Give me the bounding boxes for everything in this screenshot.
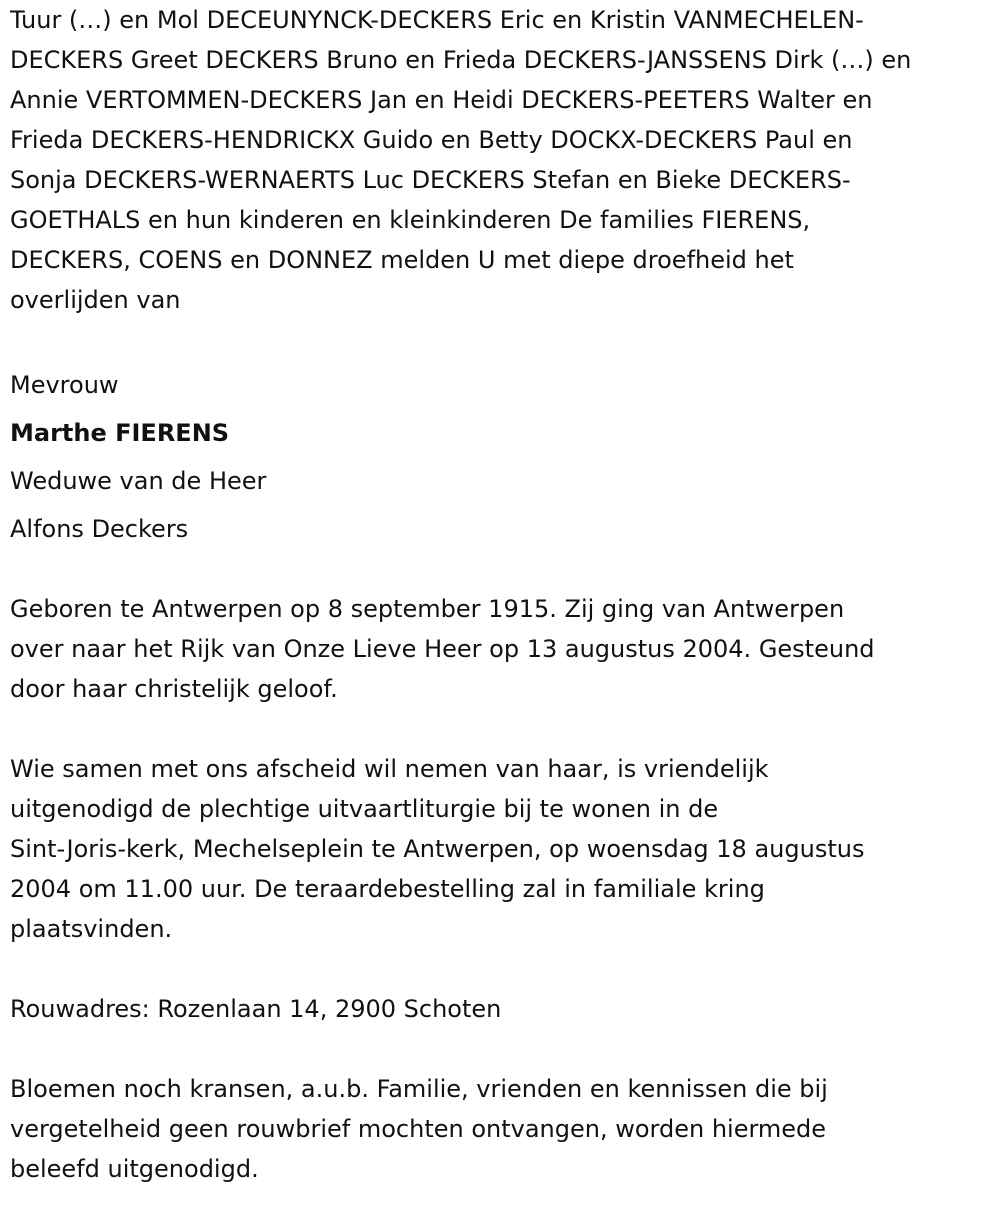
text-line: vergetelheid geen rouwbrief mochten ontvangen, worden hiermede [10, 1115, 827, 1143]
address-paragraph [10, 989, 990, 1029]
text-line: Tuur (…) en Mol DECEUNYNCK-DECKERS Eric en Kristin VANMECHELEN- [10, 6, 864, 34]
text-line: plaatsvinden. [10, 915, 173, 943]
text-line: GOETHALS en hun kinderen en kleinkinderen De families FIERENS, [10, 206, 811, 234]
text-line: Geboren te Antwerpen op 8 september 1915. Zij ging van Antwerpen [10, 595, 845, 623]
text-line: Wie samen met ons afscheid wil nemen van haar, is vriendelijk [10, 755, 769, 783]
text-line: Sonja DECKERS-WERNAERTS Luc DECKERS Stefan en Bieke DECKERS- [10, 166, 851, 194]
text-line: uitgenodigd de plechtige uitvaartliturgie bij te wonen in de [10, 795, 719, 823]
deceased-title: Mevrouw [10, 371, 119, 399]
text-line: Sint-Joris-kerk, Mechelseplein te Antwerpen, op woensdag 18 augustus [10, 835, 865, 863]
closing-paragraph [10, 1069, 990, 1189]
text-line: over naar het Rijk van Onze Lieve Heer op 13 augustus 2004. Gesteund [10, 635, 875, 663]
born-paragraph [10, 589, 990, 709]
intro-paragraph [10, 0, 990, 320]
deceased-block [10, 361, 990, 553]
text-line: Annie VERTOMMEN-DECKERS Jan en Heidi DECKERS-PEETERS Walter en [10, 86, 873, 114]
text-line: 2004 om 11.00 uur. De teraardebestelling zal in familiale kring [10, 875, 765, 903]
deceased-name: Marthe FIERENS [10, 419, 230, 447]
text-line: Bloemen noch kransen, a.u.b. Familie, vrienden en kennissen die bij [10, 1075, 828, 1103]
text-line: Frieda DECKERS-HENDRICKX Guido en Betty DOCKX-DECKERS Paul en [10, 126, 853, 154]
text-line: DECKERS Greet DECKERS Bruno en Frieda DECKERS-JANSSENS Dirk (…) en [10, 46, 912, 74]
text-line: door haar christelijk geloof. [10, 675, 338, 703]
text-line: overlijden van [10, 286, 181, 314]
funeral-paragraph [10, 749, 990, 949]
deceased-spouse: Alfons Deckers [10, 515, 189, 543]
deceased-relation: Weduwe van de Heer [10, 467, 267, 495]
mourning-address: Rouwadres: Rozenlaan 14, 2900 Schoten [10, 995, 502, 1023]
text-line: DECKERS, COENS en DONNEZ melden U met diepe droefheid het [10, 246, 794, 274]
text-line: beleefd uitgenodigd. [10, 1155, 259, 1183]
